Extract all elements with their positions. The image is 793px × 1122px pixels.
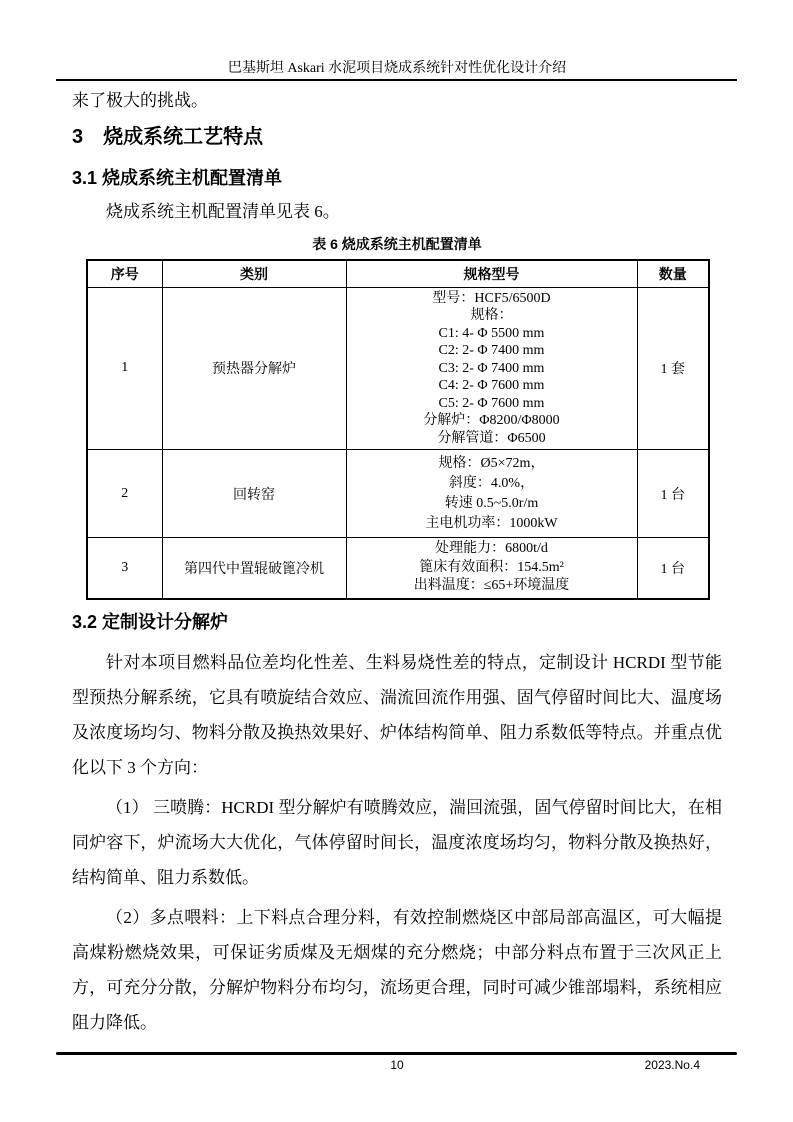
cell-spec [346,538,637,599]
spec-line: 型号：HCF5/6500D [432,290,551,306]
table-header-row [87,260,709,287]
cell-category: 回转窑 [162,450,346,538]
spec-line: C5: 2- Φ 7600 mm [438,395,545,411]
column-header-spec: 规格型号 [346,260,637,287]
spec-line: C2: 2- Φ 7400 mm [438,343,545,358]
footer [72,1058,722,1076]
intro-paragraph: 来了极大的挑战。 [72,91,208,110]
spec-line: 规格： [470,308,513,323]
spec-line: 处理能力：6800t/d [435,541,548,556]
cell-quantity: 1 台 [637,538,709,599]
spec-line: 分解管道：Φ6500 [437,430,546,446]
cell-no: 1 [87,287,162,450]
section-3-1-heading: 3.1 烧成系统主机配置清单 [72,168,283,188]
section-3-1-paragraph: 烧成系统主机配置清单见表 6。 [106,202,340,221]
section-3-heading: 3 烧成系统工艺特点 [72,126,264,148]
cell-category: 第四代中置辊破篦冷机 [162,538,346,599]
spec-line: 转速 0.5~5.0r/m [444,495,539,511]
cell-quantity: 1 套 [637,287,709,450]
cell-quantity: 1 台 [637,450,709,538]
cell-no: 2 [87,450,162,538]
spec-line: 出料温度：≤65+环境温度 [413,578,570,593]
table-row-2 [87,450,709,538]
spec-line: 主电机功率：1000kW [425,515,558,531]
table-row-1 [87,287,709,450]
issue-label: 2023.No.4 [644,1058,700,1072]
footer-rule [56,1052,737,1055]
table-6 [86,259,710,600]
section-3-2-heading: 3.2 定制设计分解炉 [72,612,229,632]
spec-line: C1: 4- Φ 5500 mm [438,325,545,341]
section-3-2-paragraph-1: 针对本项目燃料品位差均化性差、生料易烧性差的特点，定制设计 HCRDI 型节能型预热分解系统，它具有喷旋结合效应、湍流回流作用强、固气停留时间比大、温度场及浓度场均匀、物料分散及换热效果好、炉体结构简单、阻力系数低等特点。并重点优化以下 3 个方向： [72,653,722,777]
section-3-2-paragraph-2: （1） 三喷腾：HCRDI 型分解炉有喷腾效应，湍回流强，固气停留时间比大，在相同炉容下，炉流场大大优化，气体停留时间长，温度浓度场均匀，物料分散及换热好，结构简单、阻力系数低。 [72,798,722,887]
table-6-caption: 表 6 烧成系统主机配置清单 [312,236,482,252]
column-header-category: 类别 [162,260,346,287]
section-3-2-paragraph-3: （2）多点喂料：上下料点合理分料，有效控制燃烧区中部局部高温区，可大幅提高煤粉燃烧效果，可保证劣质煤及无烟煤的充分燃烧；中部分料点布置于三次风正上方，可充分分散，分解炉物料分布均匀，流场更合理，同时可减少锥部塌料，系统相应阻力降低。 [72,908,722,1032]
column-header-qty: 数量 [637,260,709,287]
cell-category: 预热器分解炉 [162,287,346,450]
page-number: 10 [390,1058,404,1072]
cell-spec [346,287,637,450]
spec-line: 篦床有效面积：154.5m² [419,559,564,575]
header-rule [56,79,737,81]
column-header-no: 序号 [87,260,162,287]
cell-spec [346,450,637,538]
table-row-3 [87,538,709,599]
section-3-2 [72,608,722,1040]
running-header-title: 巴基斯坦 Askari 水泥项目烧成系统针对性优化设计介绍 [227,61,567,76]
spec-line: 分解炉：Φ8200/Φ8000 [423,413,560,428]
spec-line: 斜度：4.0%， [448,475,535,491]
spec-line: C3: 2- Φ 7400 mm [438,360,545,376]
spec-line: 规格：Ø5×72m， [438,455,545,471]
cell-no: 3 [87,538,162,599]
spec-line: C4: 2- Φ 7600 mm [438,378,545,393]
